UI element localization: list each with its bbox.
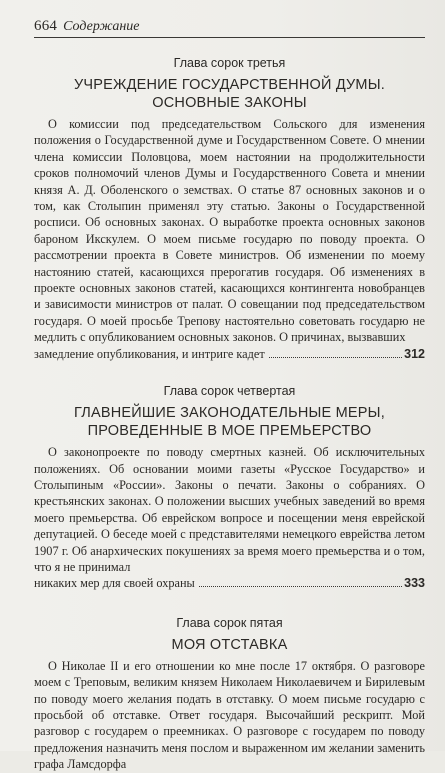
chapter-summary: О законопроекте по поводу смертных казней. Об исключительных положениях. Об основании моими газеты «Русское Государство» и Столыпиным «России». Законы о печати. Законы о собраниях. О крестьянских законах. О положении высших учебных заведений во время моего премьерства. Об еврейском вопросе и посещении меня еврейской депутацией. О беседе моей с представителями немецкого еврейства летом 1907 г. Об анархических покушениях за время моего премьерства и о том, что я не принимал — [34, 445, 425, 574]
chapter-title — [34, 404, 425, 440]
page-header — [34, 18, 425, 38]
running-head: Содержание — [63, 19, 140, 34]
chapter-45 — [34, 616, 425, 773]
chapter-summary: О комиссии под председательством Сольского для изменения положения о Государственной думе и Государственном Совете. О мнении члена комиссии Половцова, моем настоянии на продолжительности сроков полномочий членов Думы и Государственного Совета и мнении князя А. Д. Оболенского о земствах. О статье 87 основных законов и о том, как Столыпин применял эту статью. Законы о Государственной росписи. Об основных законах. О выработке проекта основных законов бароном Икскулем. О моем письме государю по поводу проекта. О рассмотрении проекта в Совете министров. Об изменении по моему настоянию статей, касающихся прерогатив государя. Об изменениях в проекте основных законов статей, касающихся контингента новобранцев и зависимости министров от палат. О совещании под председательством государя. О моей просьбе Трепову настоятельно советовать государю не медлить с опубликованием основных законов. О причинах, вызвавших — [34, 117, 425, 345]
dot-leader — [199, 586, 402, 587]
chapter-43 — [34, 56, 425, 362]
chapter-title-line: ГЛАВНЕЙШИЕ ЗАКОНОДАТЕЛЬНЫЕ МЕРЫ, — [74, 405, 385, 422]
chapter-title-line: МОЯ ОТСТАВКА — [171, 636, 288, 653]
chapter-page-number: 333 — [404, 576, 425, 591]
chapter-summary: О Николае II и его отношении ко мне после 17 октября. О разговоре моем с Треповым, великим князем Николаем Николаевичем и Бирилевым по поводу моего желания подать в отставку. О моем письме государю с просьбой об отставке. Ответ государя. Высочайший рескрипт. Мой разговор с государем о преемниках. О разговоре с государем по поводу предложения назначить меня послом и выраженном им желании заменить графа Ламсдорфа — [34, 658, 425, 772]
chapter-label: Глава сорок пятая — [176, 615, 283, 630]
summary-last-line: замедление опубликования, и интриге кадет — [34, 346, 265, 361]
chapter-label: Глава сорок четвертая — [163, 384, 296, 399]
toc-entry-end — [34, 575, 425, 591]
dot-leader — [269, 357, 402, 358]
chapter-title — [34, 636, 425, 654]
page-number: 664 — [34, 18, 58, 34]
chapter-title — [34, 76, 425, 112]
chapter-page-number: 312 — [404, 346, 425, 361]
chapter-title-line: ОСНОВНЫЕ ЗАКОНЫ — [152, 95, 307, 111]
chapter-label: Глава сорок третья — [173, 56, 286, 70]
summary-last-line: никаких мер для своей охраны — [34, 576, 195, 591]
chapter-title-line: УЧРЕЖДЕНИЕ ГОСУДАРСТВЕННОЙ ДУМЫ. — [74, 77, 385, 93]
chapter-title-line: ПРОВЕДЕННЫЕ В МОЕ ПРЕМЬЕРСТВО — [87, 423, 372, 440]
toc-entry-end — [34, 346, 425, 362]
chapter-44 — [34, 384, 425, 592]
